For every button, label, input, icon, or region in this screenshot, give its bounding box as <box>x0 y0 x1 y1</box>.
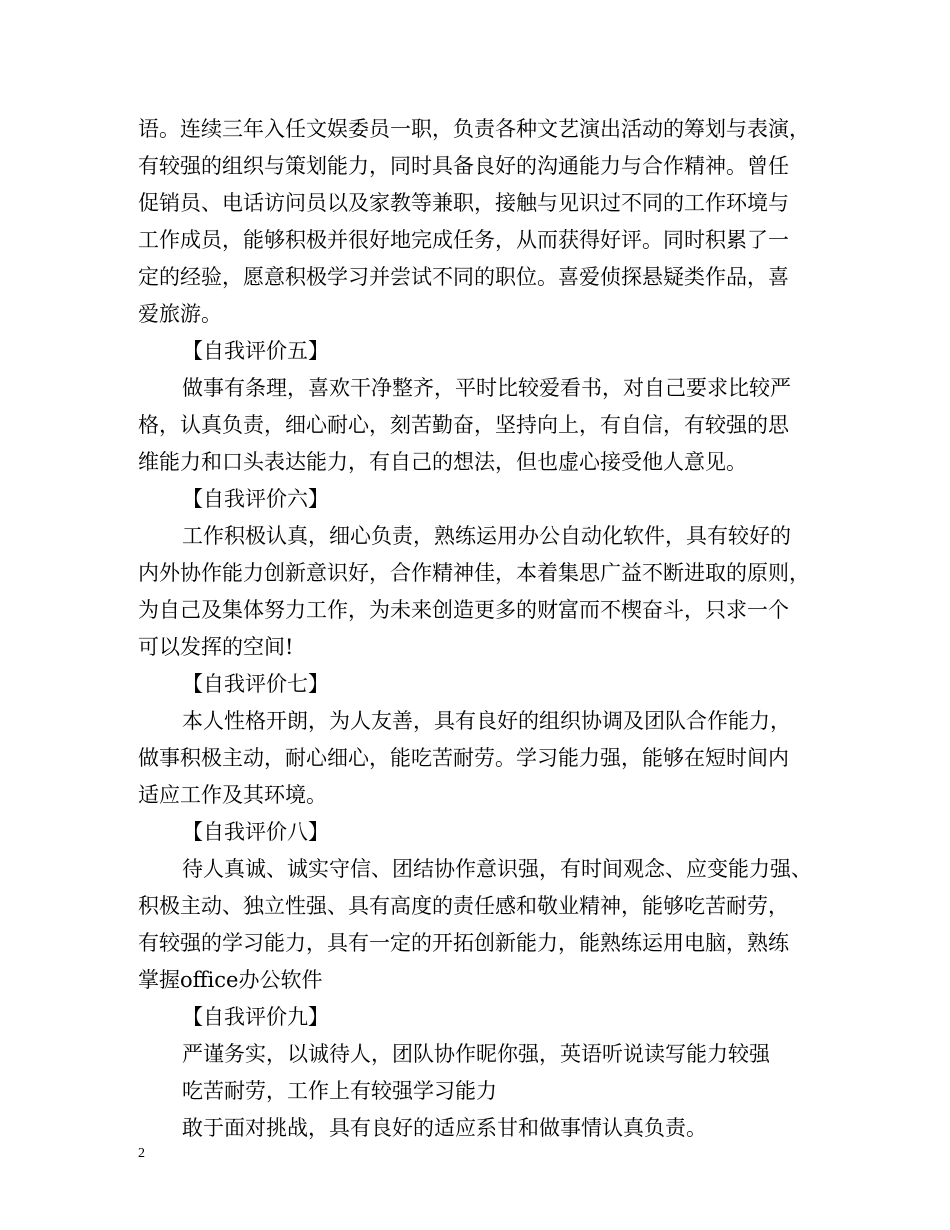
text-line: 做事有条理，喜欢干净整齐，平时比较爱看书，对自己要求比较严 <box>182 376 791 400</box>
text-line: 本人性格开朗，为人友善，具有良好的组织协调及团队合作能力， <box>182 709 791 733</box>
section-heading-nine: 【自我评价九】 <box>182 1005 329 1029</box>
text-line: 工作积极认真，细心负责，熟练运用办公自动化软件，具有较好的 <box>182 524 791 548</box>
text-line: 待人真诚、诚实守信、团结协作意识强，有时间观念、应变能力强、 <box>182 857 812 881</box>
paragraph-evaluation-five <box>138 370 838 481</box>
text-line: 适应工作及其环境。 <box>138 783 327 807</box>
paragraph-evaluation-six <box>138 518 838 666</box>
text-line: 可以发挥的空间! <box>138 635 294 659</box>
text-line: 内外协作能力创新意识好，合作精神佳，本着集思广益不断进取的原则， <box>138 561 810 585</box>
text-line: 掌握office办公软件 <box>138 968 323 992</box>
text-line: 积极主动、独立性强、具有高度的责任感和敬业精神，能够吃苦耐劳， <box>138 894 789 918</box>
paragraph-evaluation-eight <box>138 851 838 999</box>
text-line: 促销员、电话访问员以及家教等兼职，接触与见识过不同的工作环境与 <box>138 191 789 215</box>
section-heading-seven: 【自我评价七】 <box>182 672 329 696</box>
text-line: 敢于面对挑战，具有良好的适应系甘和做事情认真负责。 <box>182 1116 707 1140</box>
text-line: 爱旅游。 <box>138 302 222 326</box>
text-line: 语。连续三年入任文娱委员一职，负责各种文艺演出活动的筹划与表演， <box>138 117 810 141</box>
text-line: 工作成员，能够积极并很好地完成任务，从而获得好评。同时积累了一 <box>138 228 789 252</box>
document-body <box>138 111 838 1147</box>
text-line: 吃苦耐劳，工作上有较强学习能力 <box>182 1079 497 1103</box>
paragraph-evaluation-nine <box>138 1036 838 1147</box>
text-line: 严谨务实，以诚待人，团队协作昵你强，英语听说读写能力较强 <box>182 1042 770 1066</box>
text-line: 定的经验，愿意积极学习并尝试不同的职位。喜爱侦探悬疑类作品，喜 <box>138 265 789 289</box>
section-heading-five: 【自我评价五】 <box>182 339 329 363</box>
text-line: 有较强的组织与策划能力，同时具备良好的沟通能力与合作精神。曾任 <box>138 154 789 178</box>
section-heading-six: 【自我评价六】 <box>182 487 329 511</box>
paragraph-evaluation-seven <box>138 703 838 814</box>
page-number: 2 <box>138 1146 145 1161</box>
text-line: 维能力和口头表达能力，有自己的想法，但也虚心接受他人意见。 <box>138 450 747 474</box>
paragraph-continuation <box>138 111 838 333</box>
text-line: 做事积极主动，耐心细心，能吃苦耐劳。学习能力强，能够在短时间内 <box>138 746 789 770</box>
text-line: 为自己及集体努力工作，为未来创造更多的财富而不楔奋斗，只求一个 <box>138 598 789 622</box>
text-line: 格，认真负责，细心耐心，刻苦勤奋，坚持向上，有自信，有较强的思 <box>138 413 789 437</box>
section-heading-eight: 【自我评价八】 <box>182 820 329 844</box>
text-line: 有较强的学习能力，具有一定的开拓创新能力，能熟练运用电脑，熟练 <box>138 931 789 955</box>
